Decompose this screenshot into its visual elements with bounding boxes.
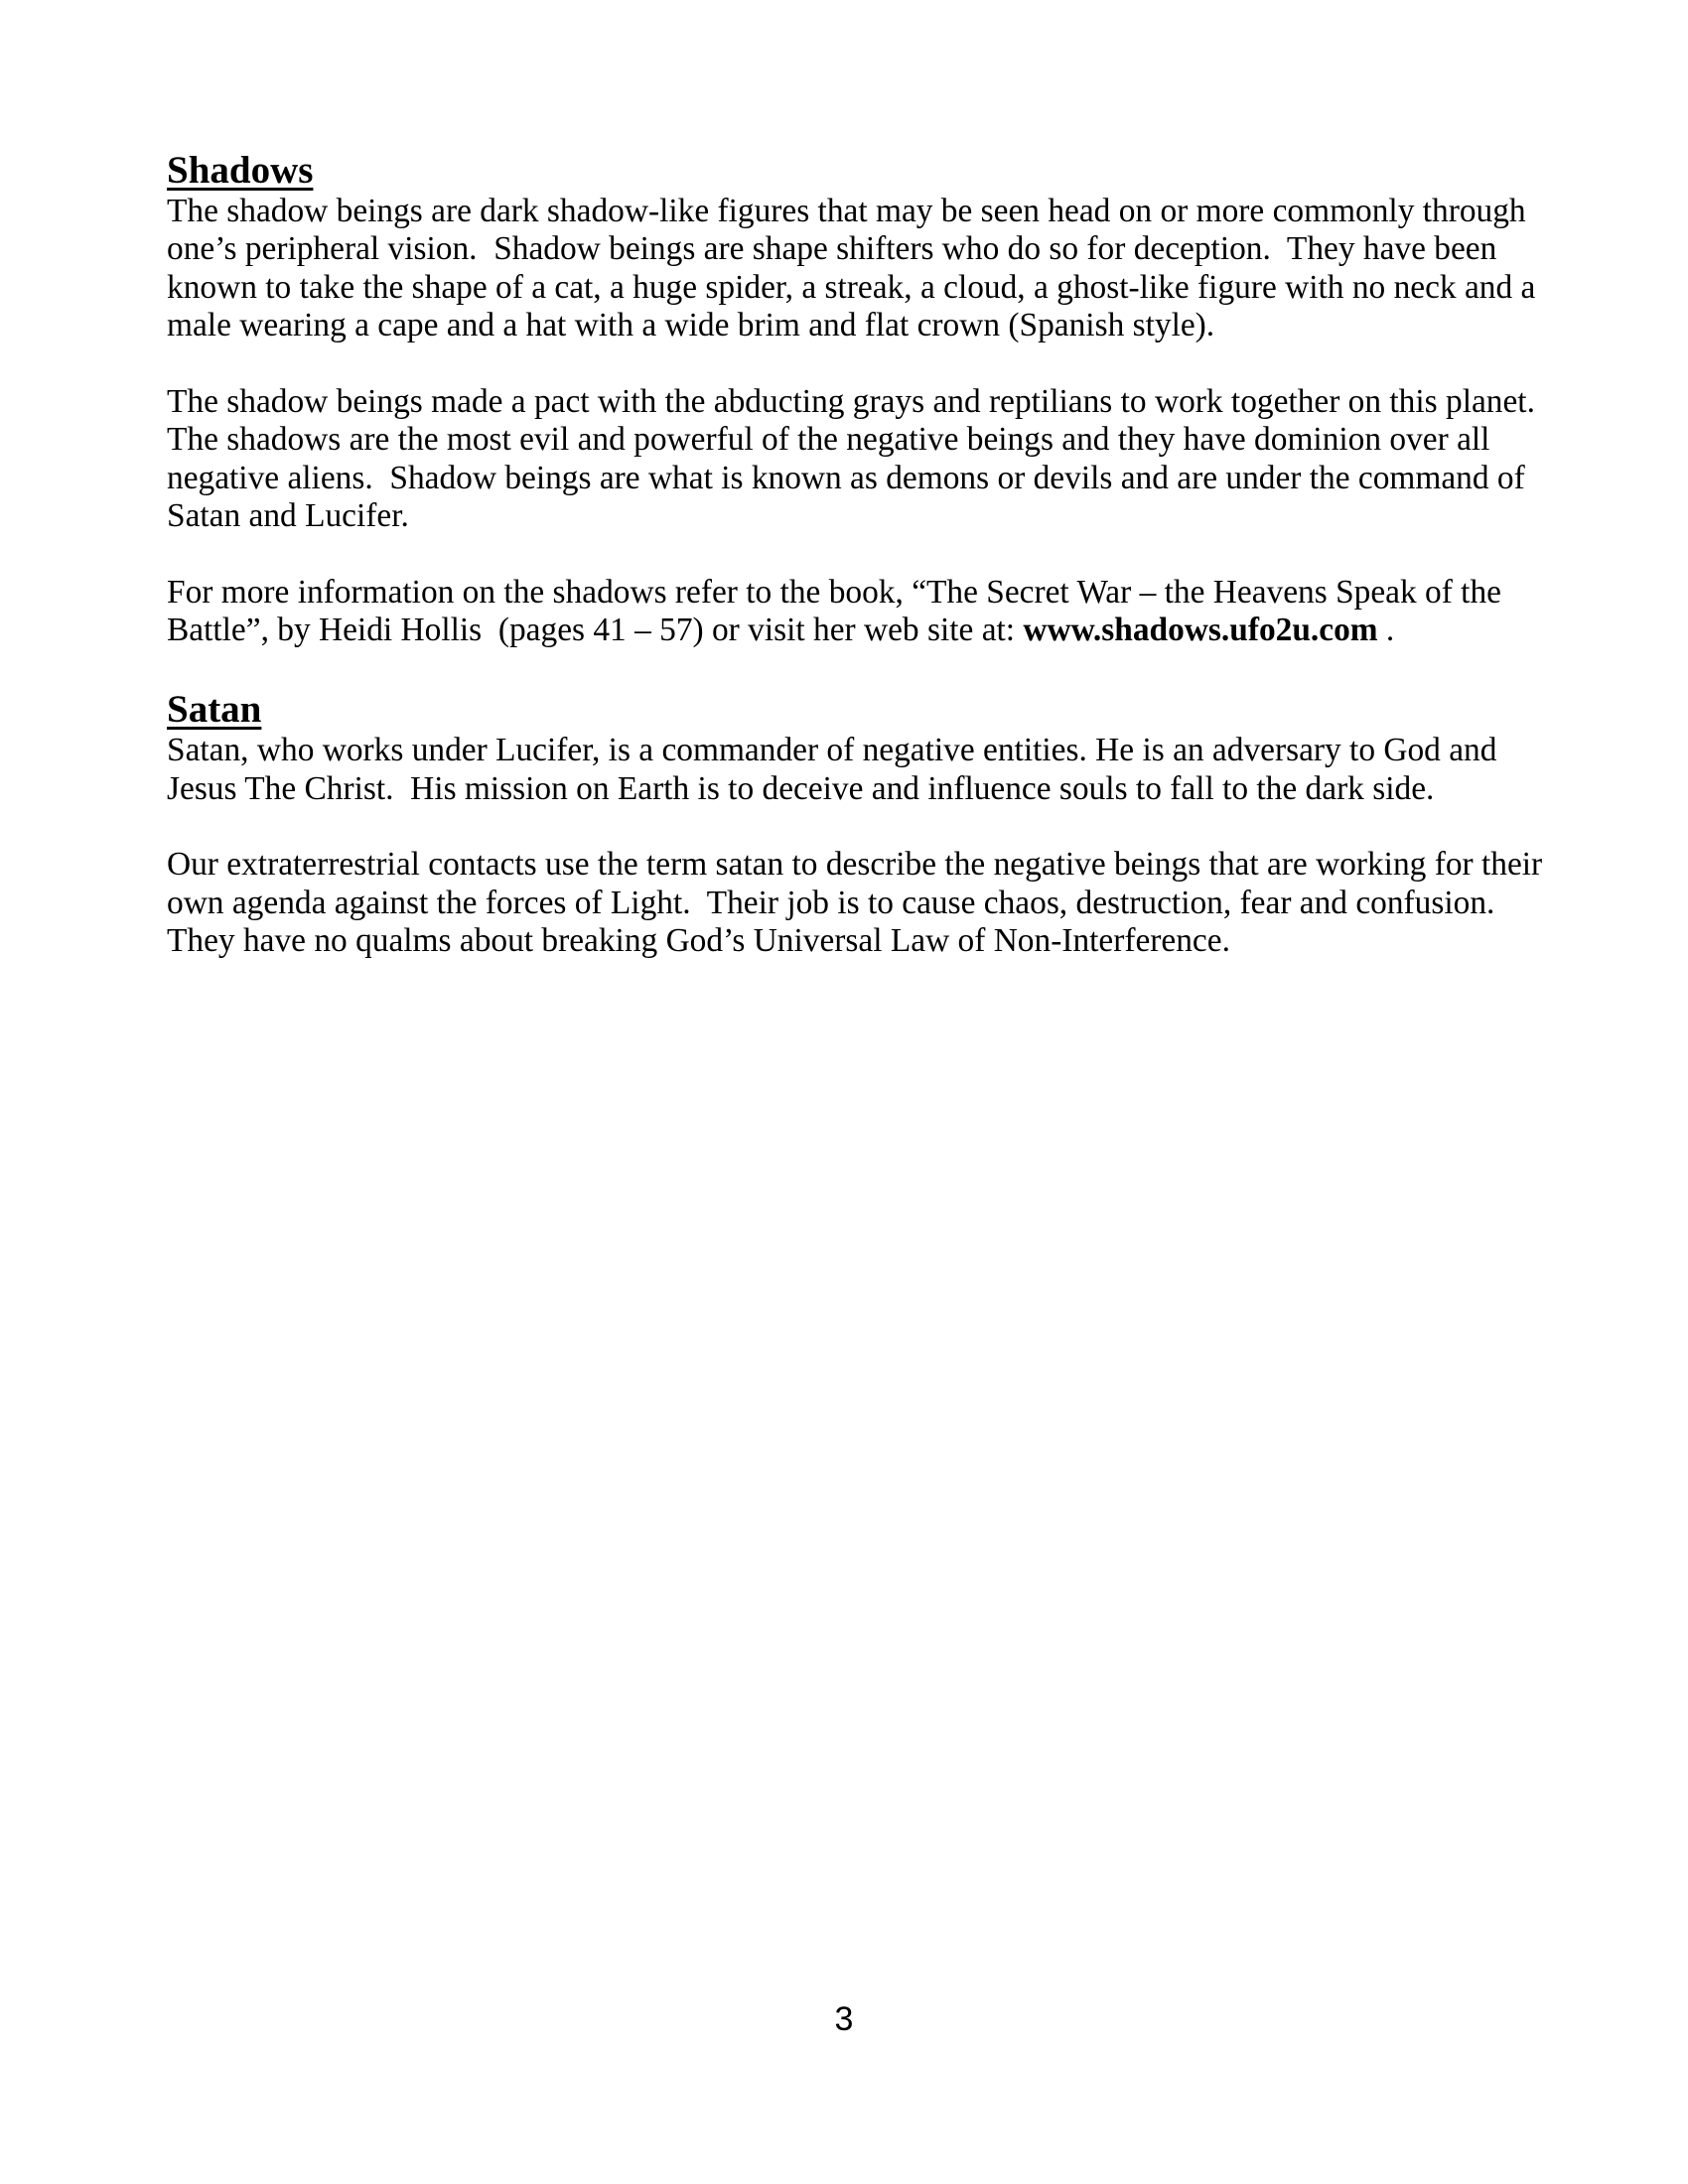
section-heading-satan: Satan — [167, 688, 262, 732]
section-shadows — [167, 149, 1557, 650]
document-body — [167, 149, 1557, 961]
paragraph-shadows-description: The shadow beings are dark shadow-like figures that may be seen head on or more commonly through one’s peripheral vision. Shadow beings are shape shifters who do so for deception. They have been known to take the shape of a cat, a huge spider, a streak, a cloud, a ghost-like figure with no neck and a male wearing a cape and a hat with a wide brim and flat crown (Spanish style). — [167, 193, 1544, 344]
website-address-text: www.shadows.ufo2u.com — [1023, 612, 1378, 649]
section-satan — [167, 688, 1557, 960]
paragraph-shadows-reference — [167, 574, 1557, 650]
paragraph-shadows-pact: The shadow beings made a pact with the abducting grays and reptilians to work together on this planet. The shadows are the most evil and powerful of the negative beings and they have dominion over all negative aliens. Shadow beings are what is known as demons or devils and are under the command of Satan and Lucifer. — [167, 383, 1543, 535]
paragraph-satan-contacts: Our extraterrestrial contacts use the term satan to describe the negative beings that are working for their own agenda against the forces of Light. Their job is to cause chaos, destruction, fear and confusion. They have no qualms about breaking God’s Universal Law of Non-Interference. — [167, 846, 1551, 960]
section-heading-shadows: Shadows — [167, 149, 314, 192]
page-footer — [0, 2000, 1688, 2039]
paragraph-satan-description: Satan, who works under Lucifer, is a commander of negative entities. He is an adversary to God and Jesus The Christ. His mission on Earth is to deceive and influence souls to fall to the dark side. — [167, 732, 1505, 807]
reference-text-after-website: . — [1377, 612, 1395, 649]
page-number: 3 — [834, 2000, 854, 2038]
reference-text-before-website: For more information on the shadows refer to the book, “The Secret War – the Heavens Speak of the Battle”, by Heidi Hollis (pages 41 – 57) or visit her web site at: — [167, 574, 1510, 649]
